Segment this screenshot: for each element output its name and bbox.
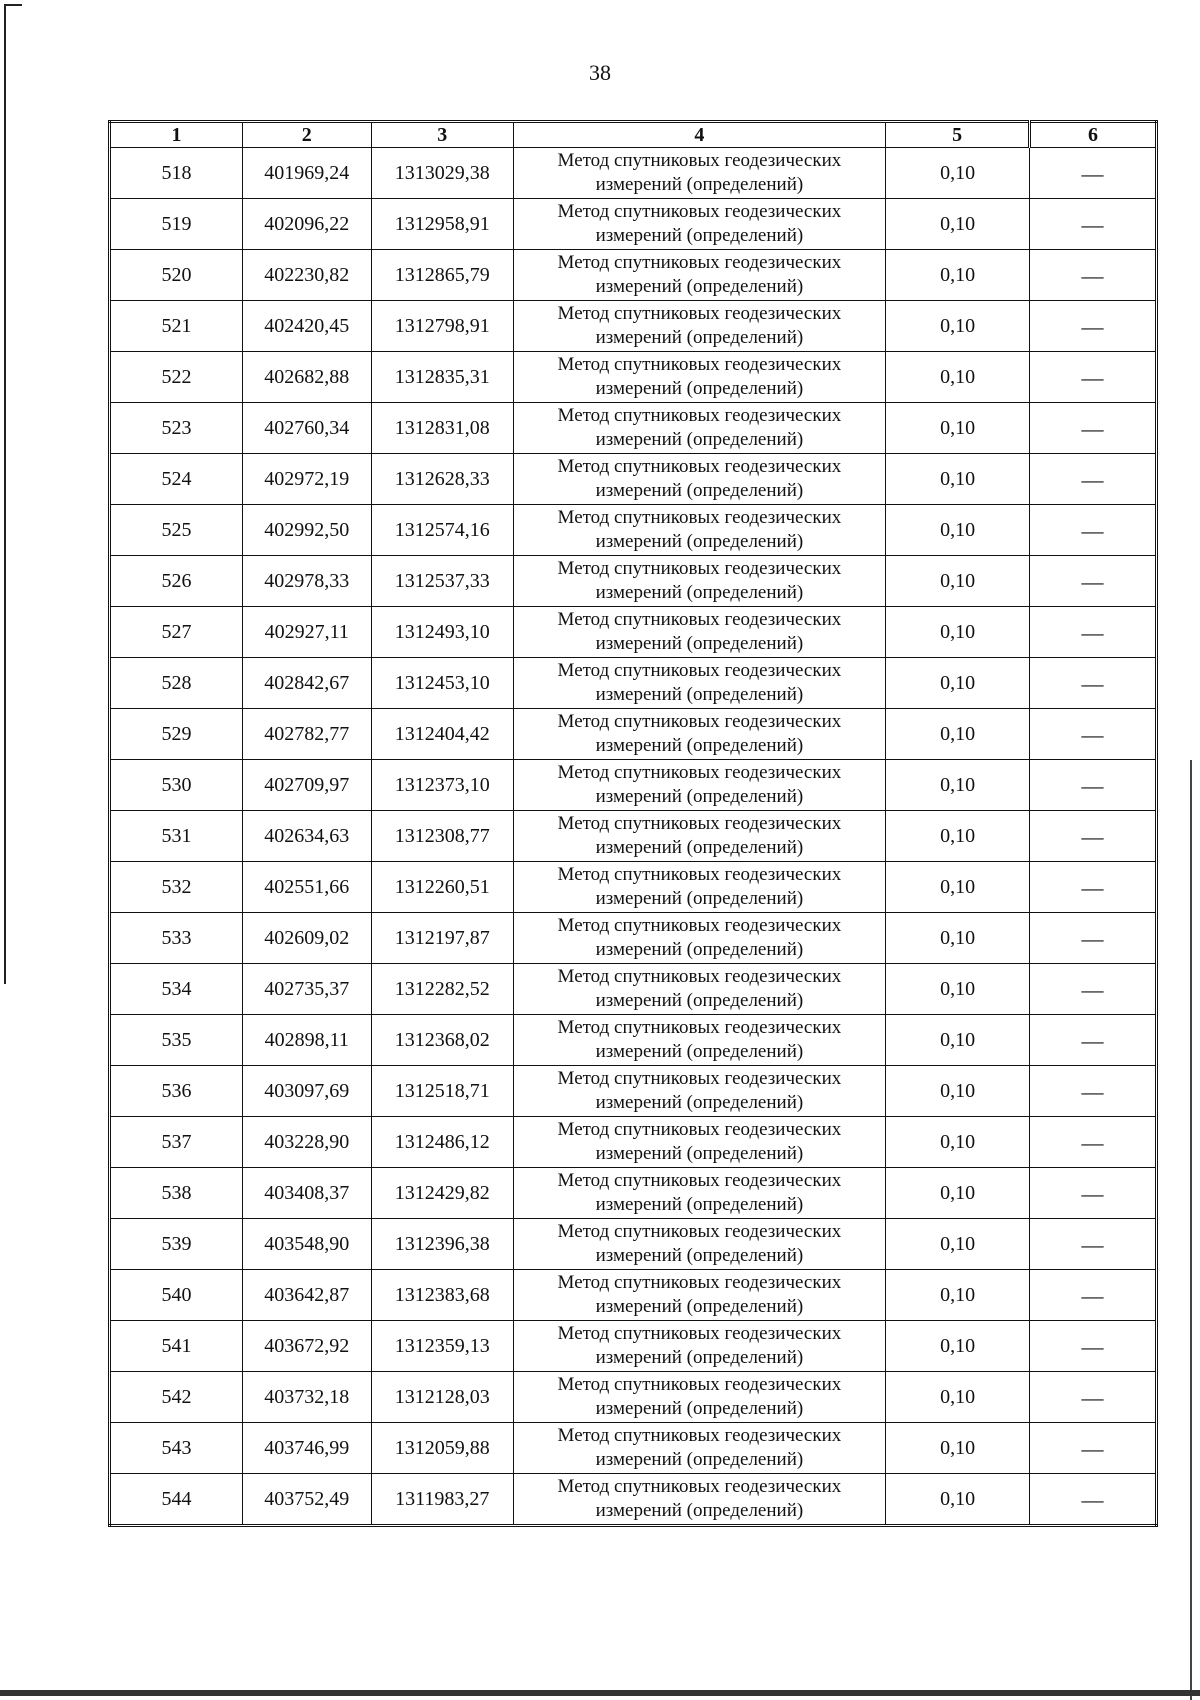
y-coordinate-cell: 1312197,87 bbox=[371, 913, 513, 964]
y-coordinate-cell: 1312628,33 bbox=[371, 454, 513, 505]
y-coordinate-cell: 1312453,10 bbox=[371, 658, 513, 709]
x-coordinate-cell: 402992,50 bbox=[242, 505, 371, 556]
x-coordinate-cell: 403642,87 bbox=[242, 1270, 371, 1321]
accuracy-cell: 0,10 bbox=[886, 250, 1030, 301]
method-cell: Метод спутниковых геодезических измерений (определений) bbox=[513, 709, 885, 760]
accuracy-cell: 0,10 bbox=[886, 811, 1030, 862]
point-number-cell: 528 bbox=[110, 658, 243, 709]
x-coordinate-cell: 402927,11 bbox=[242, 607, 371, 658]
table-row bbox=[110, 1372, 1157, 1423]
table-row bbox=[110, 862, 1157, 913]
scan-corner-mark bbox=[4, 4, 22, 6]
table-row bbox=[110, 1117, 1157, 1168]
x-coordinate-cell: 402782,77 bbox=[242, 709, 371, 760]
x-coordinate-cell: 402551,66 bbox=[242, 862, 371, 913]
table-row bbox=[110, 301, 1157, 352]
note-cell: — bbox=[1030, 148, 1157, 199]
table-row bbox=[110, 505, 1157, 556]
note-cell: — bbox=[1030, 1474, 1157, 1526]
note-cell: — bbox=[1030, 454, 1157, 505]
x-coordinate-cell: 403732,18 bbox=[242, 1372, 371, 1423]
table-header-row bbox=[110, 122, 1157, 148]
accuracy-cell: 0,10 bbox=[886, 1168, 1030, 1219]
table-row bbox=[110, 760, 1157, 811]
x-coordinate-cell: 402682,88 bbox=[242, 352, 371, 403]
y-coordinate-cell: 1312260,51 bbox=[371, 862, 513, 913]
column-header-4: 4 bbox=[513, 122, 885, 148]
point-number-cell: 534 bbox=[110, 964, 243, 1015]
note-cell: — bbox=[1030, 658, 1157, 709]
method-cell: Метод спутниковых геодезических измерений (определений) bbox=[513, 811, 885, 862]
table-row bbox=[110, 1066, 1157, 1117]
method-cell: Метод спутниковых геодезических измерений (определений) bbox=[513, 454, 885, 505]
y-coordinate-cell: 1312404,42 bbox=[371, 709, 513, 760]
table-row bbox=[110, 913, 1157, 964]
method-cell: Метод спутниковых геодезических измерений (определений) bbox=[513, 352, 885, 403]
point-number-cell: 531 bbox=[110, 811, 243, 862]
method-cell: Метод спутниковых геодезических измерений (определений) bbox=[513, 556, 885, 607]
method-cell: Метод спутниковых геодезических измерений (определений) bbox=[513, 1066, 885, 1117]
accuracy-cell: 0,10 bbox=[886, 148, 1030, 199]
method-cell: Метод спутниковых геодезических измерений (определений) bbox=[513, 1372, 885, 1423]
note-cell: — bbox=[1030, 1423, 1157, 1474]
x-coordinate-cell: 403746,99 bbox=[242, 1423, 371, 1474]
y-coordinate-cell: 1312958,91 bbox=[371, 199, 513, 250]
point-number-cell: 538 bbox=[110, 1168, 243, 1219]
x-coordinate-cell: 402842,67 bbox=[242, 658, 371, 709]
method-cell: Метод спутниковых геодезических измерений (определений) bbox=[513, 199, 885, 250]
method-cell: Метод спутниковых геодезических измерений (определений) bbox=[513, 964, 885, 1015]
table-row bbox=[110, 199, 1157, 250]
point-number-cell: 539 bbox=[110, 1219, 243, 1270]
table-row bbox=[110, 1423, 1157, 1474]
table-row bbox=[110, 556, 1157, 607]
x-coordinate-cell: 402760,34 bbox=[242, 403, 371, 454]
column-header-5: 5 bbox=[886, 122, 1030, 148]
method-cell: Метод спутниковых геодезических измерений (определений) bbox=[513, 658, 885, 709]
accuracy-cell: 0,10 bbox=[886, 1423, 1030, 1474]
x-coordinate-cell: 403408,37 bbox=[242, 1168, 371, 1219]
accuracy-cell: 0,10 bbox=[886, 556, 1030, 607]
y-coordinate-cell: 1312865,79 bbox=[371, 250, 513, 301]
point-number-cell: 518 bbox=[110, 148, 243, 199]
table-row bbox=[110, 1168, 1157, 1219]
point-number-cell: 535 bbox=[110, 1015, 243, 1066]
x-coordinate-cell: 402978,33 bbox=[242, 556, 371, 607]
note-cell: — bbox=[1030, 964, 1157, 1015]
accuracy-cell: 0,10 bbox=[886, 403, 1030, 454]
note-cell: — bbox=[1030, 913, 1157, 964]
scan-border-mark bbox=[4, 4, 6, 984]
accuracy-cell: 0,10 bbox=[886, 760, 1030, 811]
table-row bbox=[110, 811, 1157, 862]
note-cell: — bbox=[1030, 1066, 1157, 1117]
accuracy-cell: 0,10 bbox=[886, 964, 1030, 1015]
y-coordinate-cell: 1312308,77 bbox=[371, 811, 513, 862]
y-coordinate-cell: 1312537,33 bbox=[371, 556, 513, 607]
note-cell: — bbox=[1030, 862, 1157, 913]
accuracy-cell: 0,10 bbox=[886, 505, 1030, 556]
y-coordinate-cell: 1312368,02 bbox=[371, 1015, 513, 1066]
x-coordinate-cell: 403752,49 bbox=[242, 1474, 371, 1526]
method-cell: Метод спутниковых геодезических измерений (определений) bbox=[513, 1270, 885, 1321]
x-coordinate-cell: 402898,11 bbox=[242, 1015, 371, 1066]
note-cell: — bbox=[1030, 250, 1157, 301]
point-number-cell: 536 bbox=[110, 1066, 243, 1117]
x-coordinate-cell: 402420,45 bbox=[242, 301, 371, 352]
table-row bbox=[110, 1321, 1157, 1372]
method-cell: Метод спутниковых геодезических измерений (определений) bbox=[513, 301, 885, 352]
table-row bbox=[110, 1270, 1157, 1321]
x-coordinate-cell: 402735,37 bbox=[242, 964, 371, 1015]
y-coordinate-cell: 1312282,52 bbox=[371, 964, 513, 1015]
accuracy-cell: 0,10 bbox=[886, 352, 1030, 403]
column-header-3: 3 bbox=[371, 122, 513, 148]
note-cell: — bbox=[1030, 1372, 1157, 1423]
y-coordinate-cell: 1312831,08 bbox=[371, 403, 513, 454]
point-number-cell: 520 bbox=[110, 250, 243, 301]
point-number-cell: 519 bbox=[110, 199, 243, 250]
note-cell: — bbox=[1030, 505, 1157, 556]
method-cell: Метод спутниковых геодезических измерений (определений) bbox=[513, 1474, 885, 1526]
y-coordinate-cell: 1311983,27 bbox=[371, 1474, 513, 1526]
note-cell: — bbox=[1030, 760, 1157, 811]
table-row bbox=[110, 1219, 1157, 1270]
point-number-cell: 532 bbox=[110, 862, 243, 913]
method-cell: Метод спутниковых геодезических измерений (определений) bbox=[513, 505, 885, 556]
note-cell: — bbox=[1030, 811, 1157, 862]
method-cell: Метод спутниковых геодезических измерений (определений) bbox=[513, 913, 885, 964]
point-number-cell: 524 bbox=[110, 454, 243, 505]
column-header-2: 2 bbox=[242, 122, 371, 148]
method-cell: Метод спутниковых геодезических измерений (определений) bbox=[513, 1219, 885, 1270]
note-cell: — bbox=[1030, 301, 1157, 352]
point-number-cell: 544 bbox=[110, 1474, 243, 1526]
accuracy-cell: 0,10 bbox=[886, 1474, 1030, 1526]
accuracy-cell: 0,10 bbox=[886, 1015, 1030, 1066]
method-cell: Метод спутниковых геодезических измерений (определений) bbox=[513, 148, 885, 199]
table-row bbox=[110, 1474, 1157, 1526]
x-coordinate-cell: 401969,24 bbox=[242, 148, 371, 199]
y-coordinate-cell: 1312486,12 bbox=[371, 1117, 513, 1168]
x-coordinate-cell: 402096,22 bbox=[242, 199, 371, 250]
scan-bottom-shadow bbox=[0, 1690, 1200, 1696]
note-cell: — bbox=[1030, 1117, 1157, 1168]
table-row bbox=[110, 709, 1157, 760]
table-row bbox=[110, 352, 1157, 403]
method-cell: Метод спутниковых геодезических измерений (определений) bbox=[513, 760, 885, 811]
note-cell: — bbox=[1030, 607, 1157, 658]
method-cell: Метод спутниковых геодезических измерений (определений) bbox=[513, 1117, 885, 1168]
y-coordinate-cell: 1312518,71 bbox=[371, 1066, 513, 1117]
x-coordinate-cell: 403228,90 bbox=[242, 1117, 371, 1168]
accuracy-cell: 0,10 bbox=[886, 1321, 1030, 1372]
point-number-cell: 540 bbox=[110, 1270, 243, 1321]
column-header-1: 1 bbox=[110, 122, 243, 148]
note-cell: — bbox=[1030, 1219, 1157, 1270]
y-coordinate-cell: 1312429,82 bbox=[371, 1168, 513, 1219]
y-coordinate-cell: 1312493,10 bbox=[371, 607, 513, 658]
x-coordinate-cell: 402609,02 bbox=[242, 913, 371, 964]
coordinates-table bbox=[108, 120, 1158, 1527]
point-number-cell: 529 bbox=[110, 709, 243, 760]
point-number-cell: 526 bbox=[110, 556, 243, 607]
y-coordinate-cell: 1312574,16 bbox=[371, 505, 513, 556]
method-cell: Метод спутниковых геодезических измерений (определений) bbox=[513, 1321, 885, 1372]
note-cell: — bbox=[1030, 1015, 1157, 1066]
note-cell: — bbox=[1030, 199, 1157, 250]
table-body bbox=[110, 148, 1157, 1526]
table-row bbox=[110, 964, 1157, 1015]
accuracy-cell: 0,10 bbox=[886, 913, 1030, 964]
x-coordinate-cell: 403672,92 bbox=[242, 1321, 371, 1372]
page-number: 38 bbox=[589, 60, 611, 85]
table-row bbox=[110, 403, 1157, 454]
x-coordinate-cell: 403548,90 bbox=[242, 1219, 371, 1270]
point-number-cell: 525 bbox=[110, 505, 243, 556]
note-cell: — bbox=[1030, 352, 1157, 403]
y-coordinate-cell: 1313029,38 bbox=[371, 148, 513, 199]
table-row bbox=[110, 607, 1157, 658]
point-number-cell: 533 bbox=[110, 913, 243, 964]
x-coordinate-cell: 402230,82 bbox=[242, 250, 371, 301]
method-cell: Метод спутниковых геодезических измерений (определений) bbox=[513, 403, 885, 454]
accuracy-cell: 0,10 bbox=[886, 709, 1030, 760]
accuracy-cell: 0,10 bbox=[886, 1117, 1030, 1168]
x-coordinate-cell: 402634,63 bbox=[242, 811, 371, 862]
accuracy-cell: 0,10 bbox=[886, 607, 1030, 658]
table-row bbox=[110, 1015, 1157, 1066]
point-number-cell: 523 bbox=[110, 403, 243, 454]
note-cell: — bbox=[1030, 709, 1157, 760]
accuracy-cell: 0,10 bbox=[886, 658, 1030, 709]
note-cell: — bbox=[1030, 403, 1157, 454]
method-cell: Метод спутниковых геодезических измерений (определений) bbox=[513, 1015, 885, 1066]
y-coordinate-cell: 1312383,68 bbox=[371, 1270, 513, 1321]
method-cell: Метод спутниковых геодезических измерений (определений) bbox=[513, 250, 885, 301]
note-cell: — bbox=[1030, 1321, 1157, 1372]
point-number-cell: 521 bbox=[110, 301, 243, 352]
table-row bbox=[110, 454, 1157, 505]
y-coordinate-cell: 1312373,10 bbox=[371, 760, 513, 811]
y-coordinate-cell: 1312835,31 bbox=[371, 352, 513, 403]
column-header-6: 6 bbox=[1030, 122, 1157, 148]
y-coordinate-cell: 1312359,13 bbox=[371, 1321, 513, 1372]
accuracy-cell: 0,10 bbox=[886, 301, 1030, 352]
y-coordinate-cell: 1312059,88 bbox=[371, 1423, 513, 1474]
y-coordinate-cell: 1312798,91 bbox=[371, 301, 513, 352]
method-cell: Метод спутниковых геодезических измерений (определений) bbox=[513, 1423, 885, 1474]
method-cell: Метод спутниковых геодезических измерений (определений) bbox=[513, 862, 885, 913]
note-cell: — bbox=[1030, 1168, 1157, 1219]
table-row bbox=[110, 148, 1157, 199]
accuracy-cell: 0,10 bbox=[886, 1219, 1030, 1270]
point-number-cell: 522 bbox=[110, 352, 243, 403]
x-coordinate-cell: 402972,19 bbox=[242, 454, 371, 505]
accuracy-cell: 0,10 bbox=[886, 1066, 1030, 1117]
y-coordinate-cell: 1312128,03 bbox=[371, 1372, 513, 1423]
point-number-cell: 530 bbox=[110, 760, 243, 811]
accuracy-cell: 0,10 bbox=[886, 199, 1030, 250]
accuracy-cell: 0,10 bbox=[886, 1270, 1030, 1321]
point-number-cell: 537 bbox=[110, 1117, 243, 1168]
table-row bbox=[110, 658, 1157, 709]
note-cell: — bbox=[1030, 1270, 1157, 1321]
accuracy-cell: 0,10 bbox=[886, 1372, 1030, 1423]
table-row bbox=[110, 250, 1157, 301]
scan-edge-shadow bbox=[1190, 760, 1192, 1700]
point-number-cell: 527 bbox=[110, 607, 243, 658]
x-coordinate-cell: 402709,97 bbox=[242, 760, 371, 811]
note-cell: — bbox=[1030, 556, 1157, 607]
point-number-cell: 541 bbox=[110, 1321, 243, 1372]
y-coordinate-cell: 1312396,38 bbox=[371, 1219, 513, 1270]
method-cell: Метод спутниковых геодезических измерений (определений) bbox=[513, 1168, 885, 1219]
x-coordinate-cell: 403097,69 bbox=[242, 1066, 371, 1117]
accuracy-cell: 0,10 bbox=[886, 454, 1030, 505]
point-number-cell: 542 bbox=[110, 1372, 243, 1423]
method-cell: Метод спутниковых геодезических измерений (определений) bbox=[513, 607, 885, 658]
accuracy-cell: 0,10 bbox=[886, 862, 1030, 913]
point-number-cell: 543 bbox=[110, 1423, 243, 1474]
